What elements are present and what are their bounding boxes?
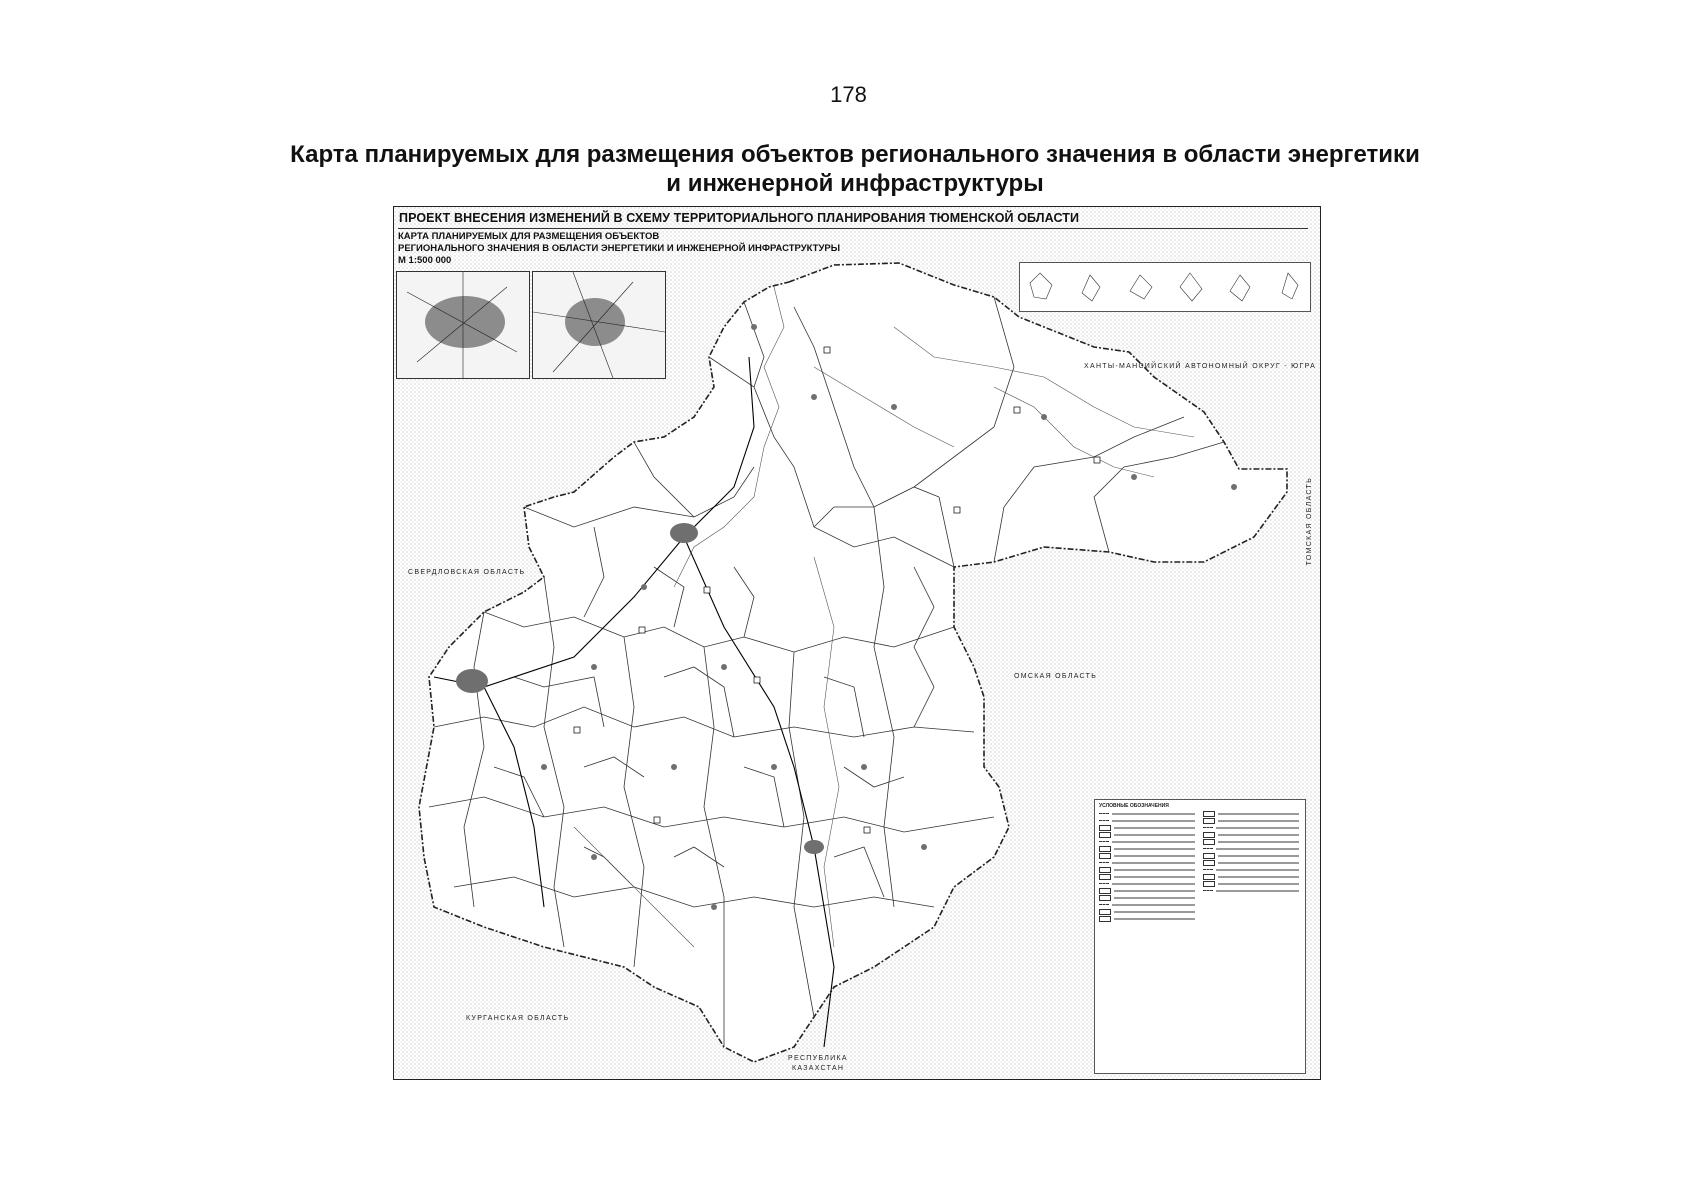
legend-text-placeholder — [1114, 855, 1195, 857]
map-scale: М 1:500 000 — [398, 255, 452, 266]
legend-row — [1099, 859, 1195, 866]
legend-line-symbol — [1203, 890, 1213, 891]
legend-row — [1203, 831, 1299, 838]
legend-text-placeholder — [1112, 813, 1195, 815]
legend-text-placeholder — [1216, 869, 1299, 871]
legend-text-placeholder — [1114, 897, 1195, 899]
legend-text-placeholder — [1114, 848, 1195, 850]
legend-row — [1099, 838, 1195, 845]
region-label-kazakhstan-1: РЕСПУБЛИКА — [788, 1055, 848, 1062]
legend-row — [1203, 845, 1299, 852]
legend-row — [1203, 838, 1299, 845]
legend-text-placeholder — [1218, 862, 1299, 864]
legend-line-symbol — [1203, 827, 1213, 828]
legend-text-placeholder — [1112, 883, 1195, 885]
legend-area-symbol — [1099, 909, 1111, 915]
legend-text-placeholder — [1114, 869, 1195, 871]
legend-area-symbol — [1203, 874, 1215, 880]
map-header — [398, 209, 1308, 267]
legend-line-symbol — [1099, 904, 1109, 905]
inset-map-tobolsk[interactable] — [532, 271, 666, 379]
legend-text-placeholder — [1114, 890, 1195, 892]
legend-row — [1099, 894, 1195, 901]
legend-area-symbol — [1099, 853, 1111, 859]
legend-text-placeholder — [1218, 855, 1299, 857]
legend-text-placeholder — [1216, 890, 1299, 892]
legend-column-right — [1203, 810, 1299, 894]
legend-text-placeholder — [1216, 848, 1299, 850]
legend-row — [1099, 852, 1195, 859]
inset-map-tobolsk-canvas — [533, 272, 665, 378]
legend-text-placeholder — [1218, 834, 1299, 836]
page-number: 178 — [830, 82, 867, 107]
legend-row — [1099, 810, 1195, 817]
legend-row — [1203, 866, 1299, 873]
legend-row — [1099, 866, 1195, 873]
legend-area-symbol — [1099, 874, 1111, 880]
legend-line-symbol — [1099, 813, 1109, 814]
document-title-line-1: Карта планируемых для размещения объектов регионального значения в области энергетики — [290, 141, 1420, 168]
legend-area-symbol — [1099, 916, 1111, 922]
legend-title: УСЛОВНЫЕ ОБОЗНАЧЕНИЯ — [1099, 803, 1169, 809]
legend-column-left — [1099, 810, 1195, 922]
map-frame[interactable] — [393, 206, 1321, 1080]
legend-row — [1203, 873, 1299, 880]
legend-text-placeholder — [1114, 876, 1195, 878]
map-header-map-title-1: КАРТА ПЛАНИРУЕМЫХ ДЛЯ РАЗМЕЩЕНИЯ ОБЪЕКТОВ — [398, 231, 660, 242]
region-label-omsk: ОМСКАЯ ОБЛАСТЬ — [1014, 673, 1098, 680]
legend-row — [1099, 873, 1195, 880]
wind-roses-canvas — [1020, 263, 1310, 311]
legend-text-placeholder — [1112, 862, 1195, 864]
document-title — [180, 140, 1530, 198]
legend-line-symbol — [1099, 841, 1109, 842]
legend-row — [1203, 852, 1299, 859]
legend-text-placeholder — [1114, 834, 1195, 836]
legend-text-placeholder — [1112, 820, 1195, 822]
legend-text-placeholder — [1112, 904, 1195, 906]
legend-text-placeholder — [1218, 883, 1299, 885]
region-label-kurgan: КУРГАНСКАЯ ОБЛАСТЬ — [466, 1015, 570, 1022]
legend-text-placeholder — [1218, 813, 1299, 815]
map-header-project-title: ПРОЕКТ ВНЕСЕНИЯ ИЗМЕНЕНИЙ В СХЕМУ ТЕРРИТОРИАЛЬНОГО ПЛАНИРОВАНИЯ ТЮМЕНСКОЙ ОБЛАСТИ — [398, 209, 1308, 229]
legend-area-symbol — [1203, 860, 1215, 866]
legend-row — [1203, 810, 1299, 817]
legend-row — [1099, 817, 1195, 824]
legend-line-symbol — [1099, 862, 1109, 863]
legend-area-symbol — [1203, 811, 1215, 817]
legend-row — [1203, 824, 1299, 831]
document-title-line-2: и инженерной инфраструктуры — [666, 170, 1044, 197]
region-label-khmao: ХАНТЫ-МАНСИЙСКИЙ АВТОНОМНЫЙ ОКРУГ - ЮГРА — [1084, 363, 1317, 370]
legend-text-placeholder — [1114, 911, 1195, 913]
region-label-tomsk: ТОМСКАЯ ОБЛАСТЬ — [1306, 477, 1313, 566]
legend-row — [1203, 817, 1299, 824]
legend-area-symbol — [1099, 867, 1111, 873]
legend-text-placeholder — [1114, 827, 1195, 829]
legend-line-symbol — [1099, 820, 1109, 821]
legend-text-placeholder — [1218, 820, 1299, 822]
inset-map-tyumen-canvas — [397, 272, 529, 378]
legend-row — [1099, 845, 1195, 852]
legend-area-symbol — [1203, 853, 1215, 859]
legend-area-symbol — [1203, 832, 1215, 838]
legend-text-placeholder — [1218, 876, 1299, 878]
legend-text-placeholder — [1114, 918, 1195, 920]
legend-row — [1203, 880, 1299, 887]
legend-text-placeholder — [1112, 841, 1195, 843]
legend-line-symbol — [1203, 869, 1213, 870]
legend-area-symbol — [1203, 881, 1215, 887]
legend-row — [1099, 824, 1195, 831]
legend-area-symbol — [1203, 839, 1215, 845]
legend-row — [1099, 908, 1195, 915]
legend-text-placeholder — [1218, 841, 1299, 843]
legend-area-symbol — [1099, 888, 1111, 894]
legend-line-symbol — [1203, 848, 1213, 849]
legend-row — [1099, 831, 1195, 838]
legend-row — [1099, 901, 1195, 908]
legend-area-symbol — [1099, 825, 1111, 831]
legend-area-symbol — [1099, 895, 1111, 901]
legend-area-symbol — [1099, 846, 1111, 852]
wind-roses-panel — [1019, 262, 1311, 312]
legend-line-symbol — [1099, 883, 1109, 884]
legend-area-symbol — [1203, 818, 1215, 824]
region-label-kazakhstan-2: КАЗАХСТАН — [792, 1065, 845, 1072]
legend-text-placeholder — [1216, 827, 1299, 829]
region-label-sverdlovsk: СВЕРДЛОВСКАЯ ОБЛАСТЬ — [408, 569, 526, 576]
legend-row — [1203, 859, 1299, 866]
legend-row — [1099, 887, 1195, 894]
map-header-map-title-2: РЕГИОНАЛЬНОГО ЗНАЧЕНИЯ В ОБЛАСТИ ЭНЕРГЕТИКИ И ИНЖЕНЕРНОЙ ИНФРАСТРУКТУРЫ — [398, 243, 841, 254]
inset-map-tyumen[interactable] — [396, 271, 530, 379]
map-legend — [1094, 799, 1306, 1074]
legend-row — [1099, 880, 1195, 887]
legend-area-symbol — [1099, 832, 1111, 838]
legend-row — [1099, 915, 1195, 922]
legend-row — [1203, 887, 1299, 894]
